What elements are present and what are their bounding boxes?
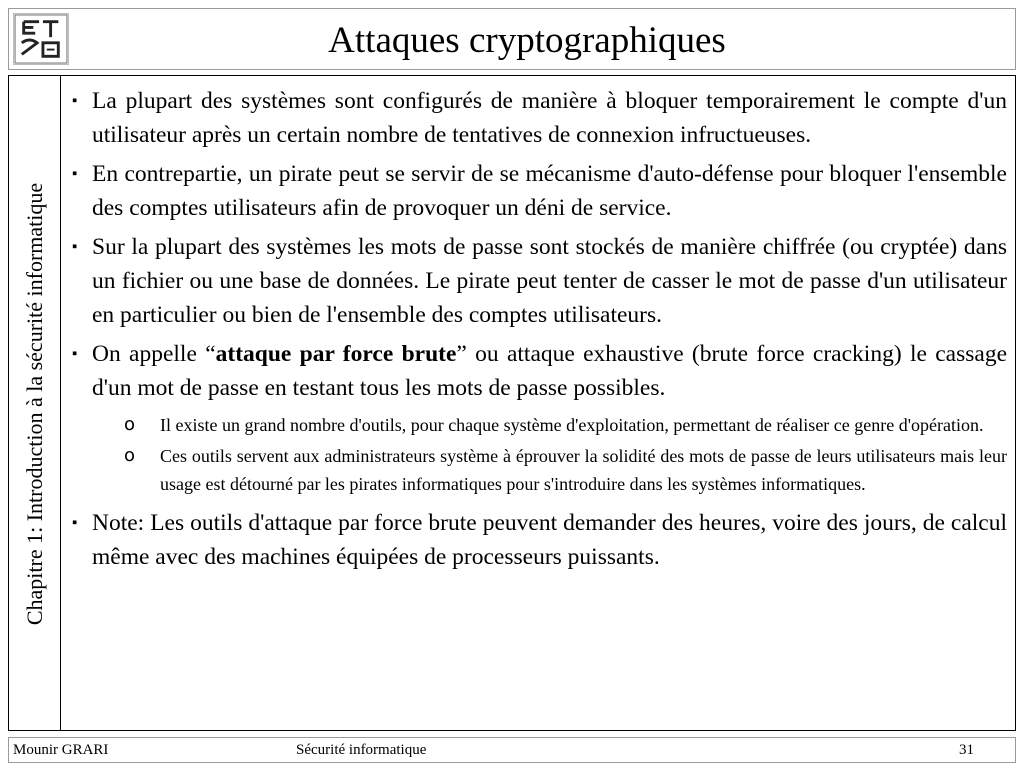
bullet-text: En contrepartie, un pirate peut se servir de se mécanisme d'auto-défense pour bloquer l'ensemble des comptes utilisateurs afin de provoquer un déni de service. [92, 161, 1007, 221]
bold-term: attaque par force brute [215, 341, 457, 367]
page-title: Attaques cryptographiques [328, 20, 726, 61]
bullet-text: Note: Les outils d'attaque par force brute peuvent demander des heures, voire des jours, de calcul même avec des machines équipées de processeurs puissants. [92, 510, 1007, 570]
bullet-list [72, 84, 1007, 579]
sub-bullet-text: Il existe un grand nombre d'outils, pour chaque système d'exploitation, permettant de réaliser ce genre d'opération. [160, 415, 984, 435]
page-number: 31 [959, 742, 974, 758]
square-bullet-icon: ▪ [72, 515, 78, 531]
square-bullet-icon: ▪ [72, 93, 78, 109]
chapter-sidebar [9, 76, 61, 730]
bullet-item-1 [72, 84, 1007, 152]
sub-bullet-list [72, 411, 1007, 498]
slide-footer [8, 737, 1016, 763]
sub-bullet-text: Ces outils servent aux administrateurs système à éprouver la solidité des mots de passe de leurs utilisateurs mais leur usage est détourné par les pirates informatiques pour s'introduire dans les systèmes informatiques. [160, 446, 1007, 494]
bullet-item-3 [72, 230, 1007, 332]
bullet-item-2 [72, 157, 1007, 225]
bullet-item-4 [72, 337, 1007, 405]
bullet-text-after: ” ou attaque exhaustive (brute force cracking) le cassage d'un mot de passe en testant tous les mots de passe possibles. [92, 341, 1007, 401]
chapter-label: Chapitre 1: Introduction à la sécurité informatique [22, 182, 47, 626]
bullet-text: Sur la plupart des systèmes les mots de passe sont stockés de manière chiffrée (ou cryptée) dans un fichier ou une base de données. Le pirate peut tenter de casser le mot de passe d'un utilisateur en particulier ou bien de l'ensemble des comptes utilisateurs. [92, 234, 1007, 328]
bullet-item-5 [72, 506, 1007, 574]
square-bullet-icon: ▪ [72, 346, 78, 362]
circle-bullet-icon: o [124, 445, 136, 466]
bullet-text-before: On appelle “ [92, 341, 216, 367]
footer-course: Sécurité informatique [296, 742, 427, 758]
sub-bullet-item-1 [72, 411, 1007, 439]
footer-author: Mounir GRARI [13, 742, 109, 758]
slide-body [8, 75, 1016, 731]
circle-bullet-icon: o [124, 414, 136, 435]
square-bullet-icon: ▪ [72, 166, 78, 182]
sub-bullet-item-2 [72, 442, 1007, 498]
bullet-text: La plupart des systèmes sont configurés de manière à bloquer temporairement le compte d'un utilisateur après un certain nombre de tentatives de connexion infructueuses. [92, 88, 1007, 148]
square-bullet-icon: ▪ [72, 239, 78, 255]
slide-header [8, 8, 1016, 70]
